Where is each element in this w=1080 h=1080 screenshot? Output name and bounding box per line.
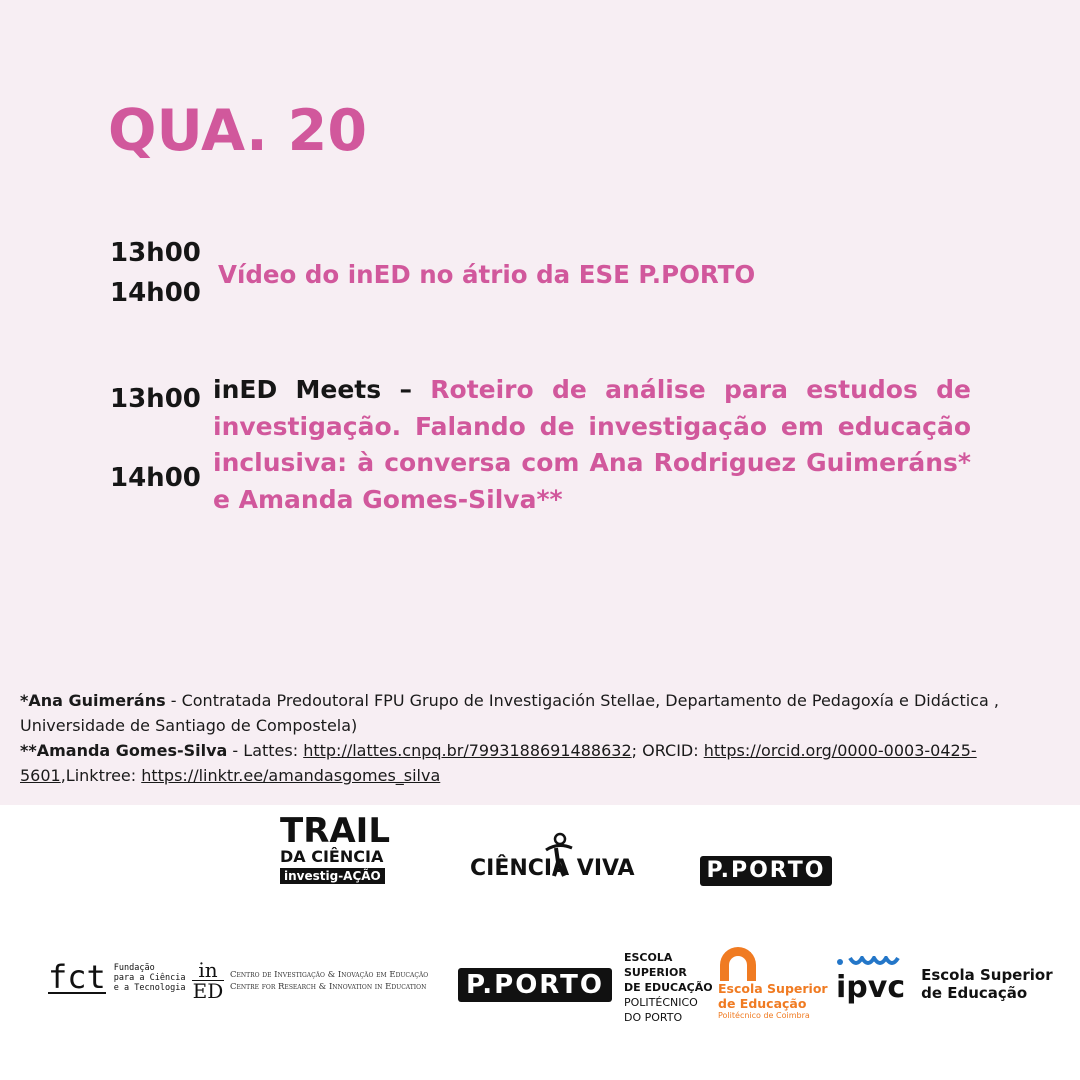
ese-porto-line1: ESCOLA [624,951,673,964]
ciencia-viva-text: CIÊNCIA VIVA [470,856,635,881]
ined-mark-top: in [198,958,218,982]
note2-linktree-label: ,Linktree: [60,766,142,785]
ipvc-ese-line2: de Educação [921,983,1028,1002]
fct-mark: fct [48,958,106,996]
ipvc-mark [836,962,905,1005]
esec-arch-icon [720,947,756,981]
fct-text-line3: e a Tecnologia [113,983,186,993]
day-heading: QUA. 20 [108,98,367,164]
fct-text-line2: para a Ciência [113,973,186,983]
ipvc-name: ipvc [836,970,906,1005]
fct-text-line1: Fundação [113,963,155,973]
event2-start-time: 13h00 [110,384,201,414]
ined-text-line1: Centro de Investigação & Inovação em Educação [230,969,429,980]
trail-logo-line3: investig-AÇÃO [280,868,385,884]
event2-description [213,372,971,518]
footnotes [20,688,1060,788]
trail-logo-line1: TRAIL [280,811,391,851]
ined-mark-bottom: ED [192,979,224,1003]
event2-title: Roteiro de análise para estudos de investigação. Falando de investigação em educação inclusiva: à conversa com Ana Rodriguez Guimeráns* e Amanda Gomes-Silva** [213,375,971,514]
linktree-link[interactable]: https://linktr.ee/amandasgomes_silva [141,766,441,785]
fct-text [114,963,186,993]
ciencia-viva-logo [468,832,635,891]
ese-porto-line4: POLITÉCNICO [624,996,698,1009]
ipvc-waves-icon [836,956,902,970]
event1-end-time: 14h00 [110,278,201,308]
esec-name-line2: de Educação [718,996,807,1011]
ese-porto-line2: SUPERIOR [624,966,687,979]
ined-logo [192,960,428,1001]
pporto-logo-bottom: P.PORTO [458,968,612,1002]
orcid-link[interactable]: https://orcid.org/0000-0003-0425-5601 [20,741,977,785]
ese-porto-logo [624,950,713,1025]
ipvc-ese-text [921,966,1053,1002]
ined-text-line2: Centre for Research & Innovation in Education [230,981,427,992]
event2-lead: inED Meets – [213,375,412,404]
esec-subtitle: Politécnico de Coimbra [718,1011,810,1020]
trail-logo-line2: DA CIÊNCIA [280,847,384,866]
ese-porto-line3: DE EDUCAÇÃO [624,981,713,994]
fct-logo [48,958,186,996]
note2-lattes-label: - Lattes: [227,741,304,760]
ipvc-ese-line1: Escola Superior [921,965,1053,984]
event2-end-time: 14h00 [110,463,201,493]
note1-text: - Contratada Predoutoral FPU Grupo de Investigación Stellae, Departamento de Pedagoxía e Didáctica , Universidade de Santiago de Compostela) [20,691,999,735]
ipvc-logo [836,962,1053,1005]
trail-da-ciencia-logo [280,811,391,885]
note1-name: *Ana Guimeráns [20,691,166,710]
event1-title: Vídeo do inED no átrio da ESE P.PORTO [218,260,756,289]
ined-text [230,969,428,993]
event1-start-time: 13h00 [110,238,201,268]
esec-coimbra-logo [718,947,828,1020]
ined-mark [192,960,224,1001]
esec-name-line1: Escola Superior [718,981,828,996]
lattes-link[interactable]: http://lattes.cnpq.br/7993188691488632 [303,741,632,760]
note2-name: **Amanda Gomes-Silva [20,741,228,760]
pporto-logo-top: P.PORTO [700,856,832,886]
ese-porto-line5: DO PORTO [624,1011,683,1024]
note2-orcid-label: ; ORCID: [631,741,704,760]
